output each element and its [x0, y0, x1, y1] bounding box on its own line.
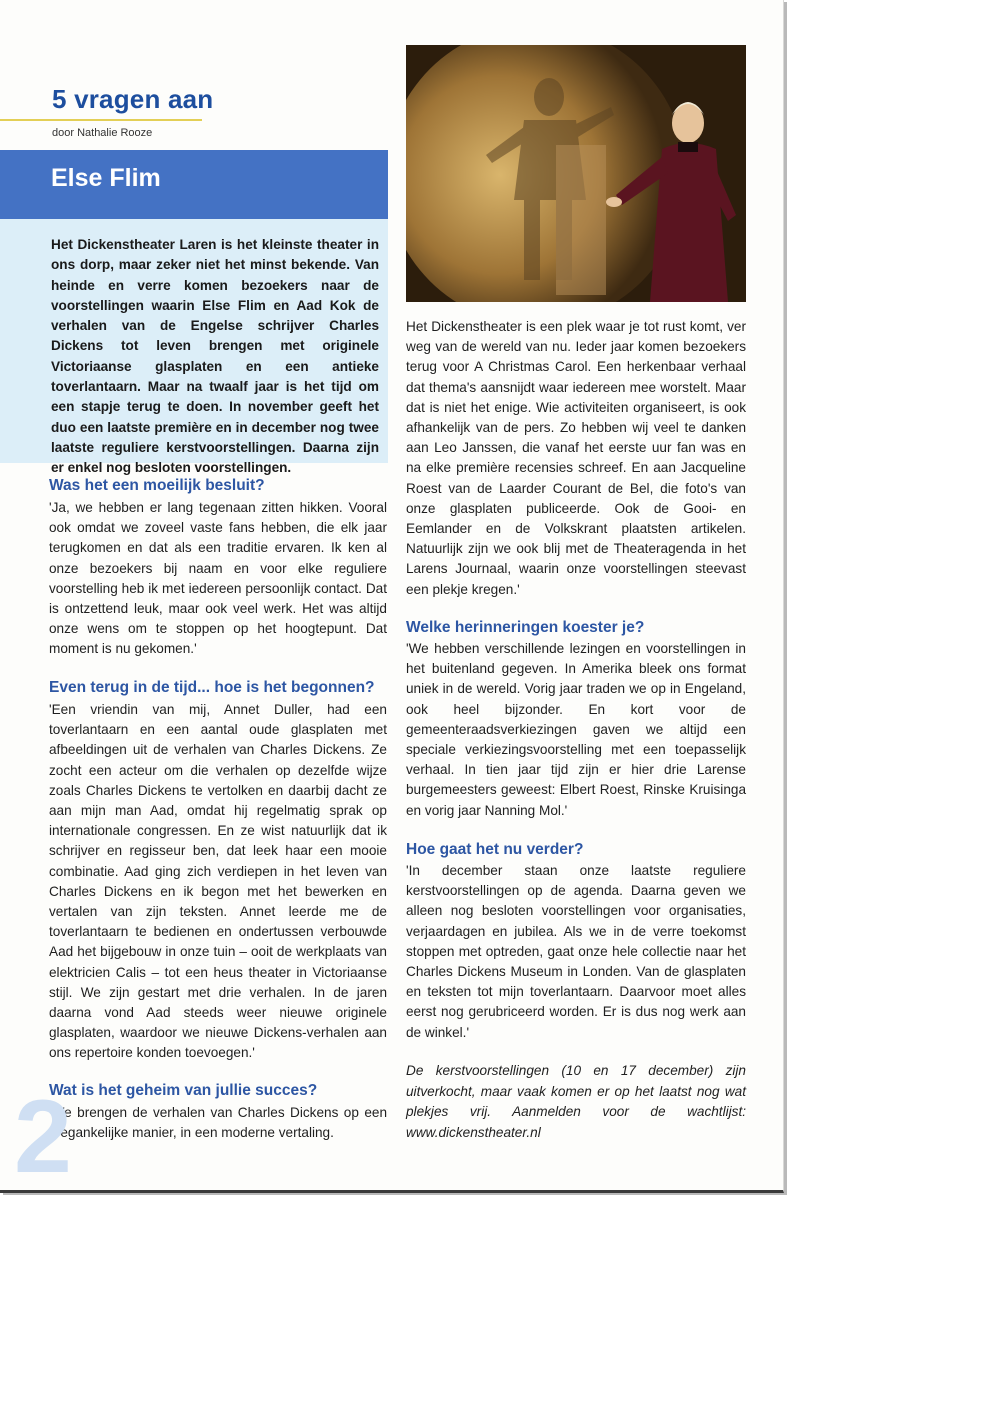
author-byline: door Nathalie Rooze	[52, 127, 153, 139]
question-4: Welke herinneringen koester je?	[406, 619, 645, 636]
intro-text: Het Dickenstheater Laren is het kleinste theater in ons dorp, maar zeker niet het minst bekende. Van heinde en verre komen bezoekers naar de voorstellingen waarin Else Flim en Aad Kok de verhalen van de Engelse schrijver Charles Dickens tot leven brengen met originele Victoriaanse glasplaten en een antieke toverlantaarn. Maar na twaalf jaar is het tijd om een stapje terug te doen. In november geeft het duo een laatste première en in december nog twee laatste reguliere kerstvoorstellingen. Daarna zijn er enkel nog besloten voorstellingen.	[51, 237, 379, 476]
answer-1: 'Ja, we hebben er lang tegenaan zitten hikken. Vooral ook omdat we zoveel vaste fans hebben, die elk jaar terugkomen en dat als een traditie ervaren. Ik ken al onze bezoekers bij naam en voor elke reguliere voorstelling heb ik met iedereen persoonlijk contact. Dat is ontzettend leuk, maar ook veel werk. Het was altijd onze wens om te stoppen op het hoogtepunt. Dat moment is nu gekomen.'	[49, 500, 387, 657]
question-5: Hoe gaat het nu verder?	[406, 841, 584, 858]
answer-2: 'Een vriendin van mij, Annet Duller, had een toverlantaarn en een aantal oude glasplaten met afbeeldingen uit de verhalen van Charles Dickens. Ze zocht een acteur om die verhalen op dezelfde wijze zoals Charles Dickens te vertolken en daarbij dacht ze aan mijn man Aad, omdat hij regelmatig sprak op internationale congressen. En ze wist natuurlijk dat ik schrijver en regisseur ben, dat leek haar een mooie combinatie. Aad ging zich verdiepen in het leven van Charles Dickens en ik begon met het bewerken en vertalen van zijn teksten. Annet leerde me de toverlantaarn te bedienen en ondertussen verbouwde Aad het bijgebouw in onze tuin – ooit de werkplaats van elektricien Calis – tot een heus theater in Victoriaanse stijl. We zijn gestart met drie verhalen. In de jaren daarna vond Aad steeds weer nieuwe originele glasplaten, waardoor we nieuwe Dickens-verhalen aan ons repertoire konden toevoegen.'	[49, 702, 387, 1061]
photo-performer-with-projection	[406, 45, 746, 302]
question-3: Wat is het geheim van jullie succes?	[49, 1082, 318, 1099]
question-1: Was het een moeilijk besluit?	[49, 477, 265, 494]
title-underline	[0, 119, 202, 121]
page-number: 2	[14, 1079, 72, 1195]
question-2: Even terug in de tijd... hoe is het begonnen?	[49, 679, 375, 696]
subject-name: Else Flim	[51, 164, 161, 192]
subject-name-band	[0, 150, 388, 219]
section-title: 5 vragen aan	[52, 84, 214, 114]
answer-3-continued: Het Dickenstheater is een plek waar je tot rust komt, ver weg van de wereld van nu. Ieder jaar komen bezoekers terug voor A Christmas Carol. Een herkenbaar verhaal dat thema's aansnijdt waar iedereen mee worstelt. Maar dat is niet het enige. Wie activiteiten organiseert, is ook afhankelijk van de pers. Zo hebben wij veel te danken aan Leo Janssen, die vanaf het eerste uur fan was en na elke première recensies schreef. En aan Jacqueline Roest van de Laarder Courant de Bel, die foto's van onze glasplaten publiceerde. Ook de Gooi- en Eemlander en de Volkskrant plaatsten artikelen. Natuurlijk zijn we ook blij met de Theateragenda in het Larens Journaal, waarin onze voorstellingen steevast een plekje kregen.'	[406, 319, 746, 597]
intro-box	[0, 219, 388, 476]
article-photo	[406, 45, 746, 302]
closing-note: De kerstvoorstellingen (10 en 17 december) zijn uitverkocht, maar vaak komen er op het laatst nog wat plekjes vrij. Aanmelden voor de wachtlijst: www.dickenstheater.nl	[406, 1063, 746, 1140]
answer-5: 'In december staan onze laatste reguliere kerstvoorstellingen op de agenda. Daarna geven we alleen nog besloten voorstellingen voor organisaties, verjaardagen en jubilea. Als we in de verre toekomst stoppen met optreden, gaat onze hele collectie naar het Charles Dickens Museum in Londen. Van de glasplaten en teksten tot mijn toverlantaarn. Daarvoor moet alles eerst nog gerubriceerd worden. Er is dus nog werk aan de winkel.'	[406, 863, 746, 1040]
answer-3: 'We brengen de verhalen van Charles Dickens op een toegankelijke manier, in een moderne vertaling.	[49, 1105, 387, 1141]
answer-4: 'We hebben verschillende lezingen en voorstellingen in het buitenland gegeven. In Amerika bleek ons format uniek in de wereld. Vorig jaar traden we op in Engeland, ook heel bijzonder. En kort voor de gemeenteraadsverkiezingen gaven we altijd een speciale verkiezingsvoorstelling met een toepasselijk verhaal. In tien jaar tijd zijn er hier drie Larense burgemeesters geweest: Elbert Roest, Rinske Kruisinga en vorig jaar Nanning Mol.'	[406, 641, 746, 818]
